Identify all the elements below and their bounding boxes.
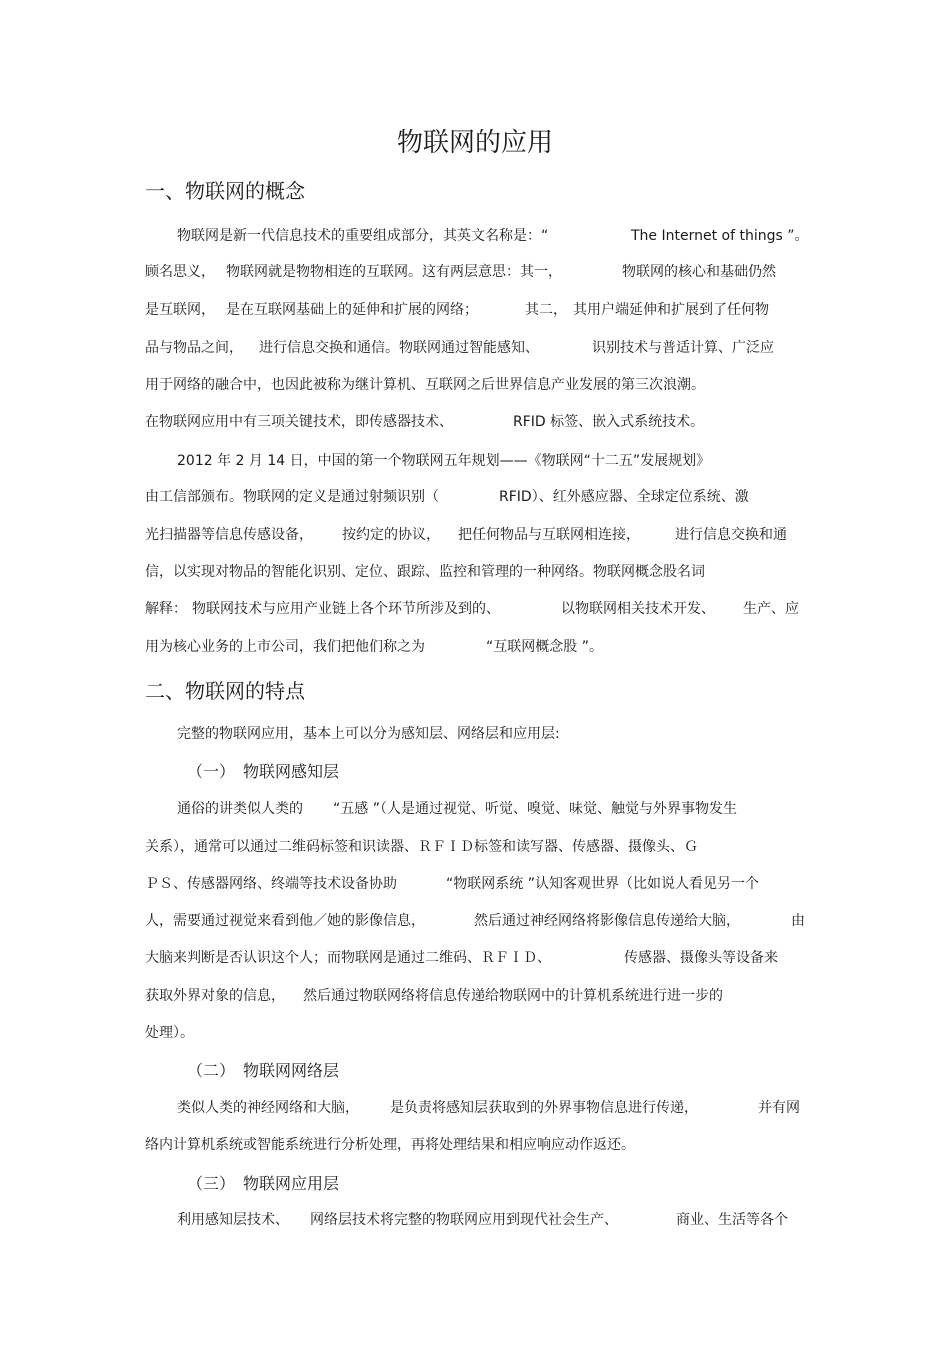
text-line: The Internet of things ”。: [631, 228, 809, 244]
text-line: “物联网系统 ”认知客观世界（比如说人看见另一个: [446, 876, 759, 892]
text-line: 顾名思义，: [145, 264, 215, 280]
subsection-heading-perception: （一） 物联网感知层: [187, 762, 340, 781]
page-title: 物联网的应用: [396, 128, 553, 158]
section-heading-features: 二、物联网的特点: [145, 679, 305, 703]
text-line: 利用感知层技术、: [177, 1212, 289, 1228]
text-line: RFID）、红外感应器、全球定位系统、激: [499, 489, 749, 505]
section-heading-concept: 一、物联网的概念: [145, 179, 305, 203]
text-line: 物联网是新一代信息技术的重要组成部分，其英文名称是：“: [177, 228, 549, 244]
text-line: 把任何物品与互联网相连接，: [458, 527, 640, 543]
text-line: 然后通过神经网络将影像信息传递给大脑，: [474, 913, 740, 929]
text-line: 传感器、摄像头等设备来: [624, 950, 778, 966]
text-line: RFID 标签、嵌入式系统技术。: [513, 414, 705, 430]
text-line: 进行信息交换和通: [675, 527, 787, 543]
text-line: 通俗的讲类似人类的: [177, 801, 303, 817]
text-line: 由: [791, 913, 805, 929]
text-line: 用为核心业务的上市公司，我们把他们称之为: [145, 639, 425, 655]
text-line: 2012 年 2 月 14 日，中国的第一个物联网五年规划——《物联网“十二五”发展规划》: [177, 453, 711, 469]
text-line: 其二，: [525, 302, 567, 318]
text-line: 光扫描器等信息传感设备，: [145, 527, 313, 543]
text-line: 物联网的核心和基础仍然: [622, 264, 776, 280]
text-line: 商业、生活等各个: [676, 1212, 788, 1228]
text-line: 用于网络的融合中，也因此被称为继计算机、互联网之后世界信息产业发展的第三次浪潮。: [145, 377, 705, 393]
text-line: 人，需要通过视觉来看到他／她的影像信息，: [145, 913, 425, 929]
text-line: 由工信部颁布。物联网的定义是通过射频识别（: [145, 489, 439, 505]
text-line: “五感 ”（人是通过视觉、听觉、嗅觉、味觉、触觉与外界事物发生: [333, 801, 737, 817]
text-line: 大脑来判断是否认识这个人；而物联网是通过二维码、ＲＦＩＤ、: [145, 950, 551, 966]
text-line: 在物联网应用中有三项关键技术，即传感器技术、: [145, 414, 453, 430]
text-line: 类似人类的神经网络和大脑，: [177, 1100, 359, 1116]
text-line: 完整的物联网应用，基本上可以分为感知层、网络层和应用层:: [177, 726, 560, 742]
text-line: 按约定的协议，: [342, 527, 440, 543]
text-line: 物联网技术与应用产业链上各个环节所涉及到的、: [192, 601, 500, 617]
text-line: 获取外界对象的信息，: [145, 988, 285, 1004]
text-line: 是负责将感知层获取到的外界事物信息进行传递，: [390, 1100, 698, 1116]
text-line: 信，以实现对物品的智能化识别、定位、跟踪、监控和管理的一种网络。物联网概念股名词: [145, 564, 705, 580]
text-line: 物联网就是物物相连的互联网。这有两层意思：其一，: [226, 264, 562, 280]
subsection-heading-application: （三） 物联网应用层: [187, 1174, 340, 1193]
text-line: 以物联网相关技术开发、: [561, 601, 715, 617]
text-line: 是互联网，: [145, 302, 215, 318]
text-line: “互联网概念股 ”。: [486, 639, 603, 655]
text-line: ＰＳ、传感器网络、终端等技术设备协助: [145, 876, 397, 892]
text-line: 其用户端延伸和扩展到了任何物: [573, 302, 769, 318]
text-line: 识别技术与普适计算、广泛应: [592, 340, 774, 356]
text-line: 网络层技术将完整的物联网应用到现代社会生产、: [310, 1212, 618, 1228]
text-line: 关系），通常可以通过二维码标签和识读器、ＲＦＩＤ标签和读写器、传感器、摄像头、Ｇ: [145, 839, 698, 855]
text-line: 生产、应: [743, 601, 799, 617]
text-line: 进行信息交换和通信。物联网通过智能感知、: [259, 340, 539, 356]
subsection-heading-network: （二） 物联网网络层: [187, 1061, 340, 1080]
text-line: 并有网: [758, 1100, 800, 1116]
text-line: 处理）。: [145, 1025, 194, 1041]
text-line: 是在互联网基础上的延伸和扩展的网络；: [226, 302, 478, 318]
text-line: 然后通过物联网络将信息传递给物联网中的计算机系统进行进一步的: [303, 988, 723, 1004]
text-line: 品与物品之间，: [145, 340, 243, 356]
text-line: 解释：: [145, 601, 187, 617]
text-line: 络内计算机系统或智能系统进行分析处理，再将处理结果和相应响应动作返还。: [145, 1137, 635, 1153]
